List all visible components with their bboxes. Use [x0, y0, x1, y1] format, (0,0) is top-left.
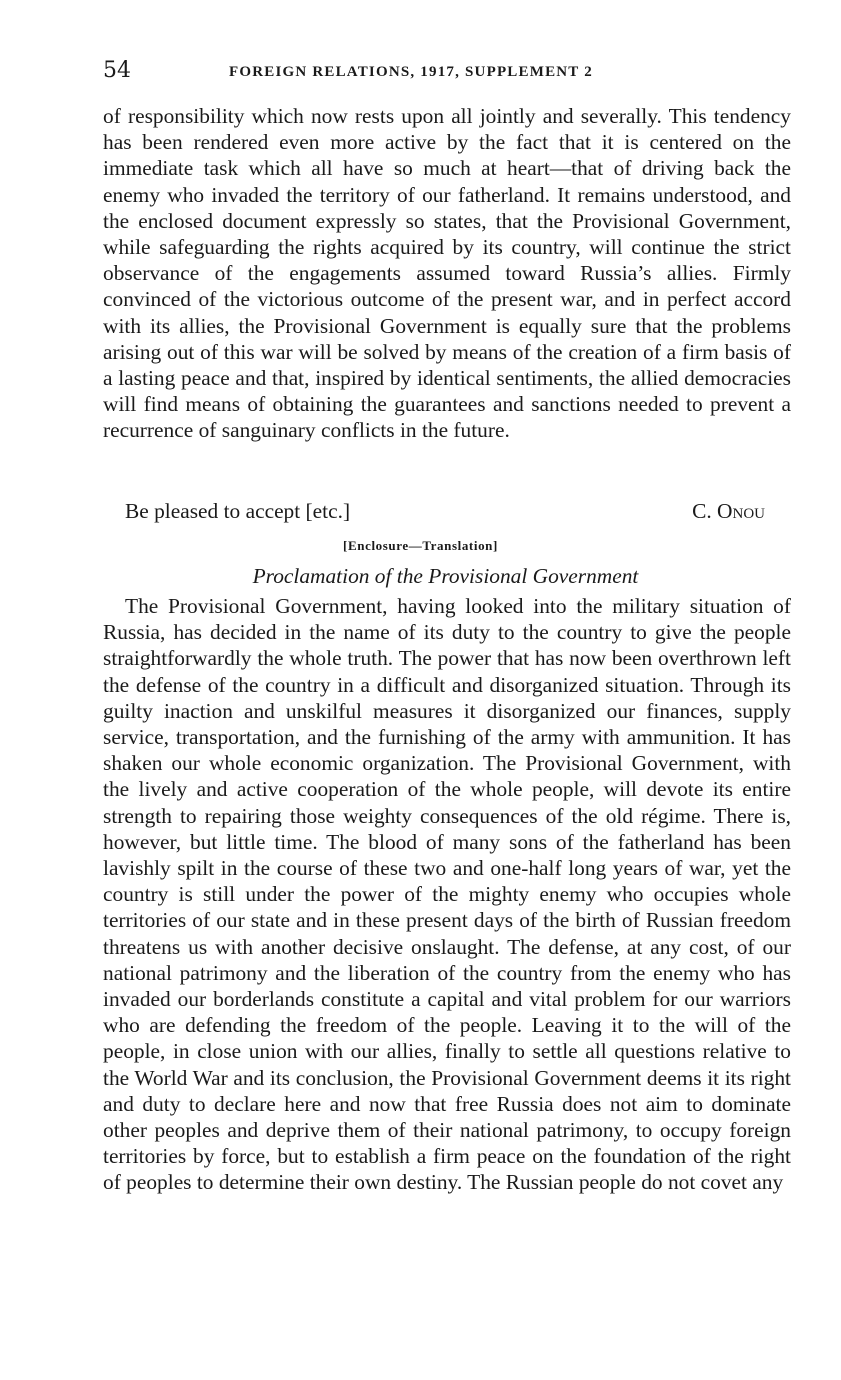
closing-phrase: Be pleased to accept [etc.]: [125, 499, 351, 523]
letter-closing: [125, 498, 765, 524]
signature: [692, 498, 765, 524]
enclosure-label: [Enclosure—Translation]: [343, 538, 498, 553]
page-number: 54: [103, 58, 131, 83]
running-head: FOREIGN RELATIONS, 1917, SUPPLEMENT 2: [229, 64, 593, 80]
letter-body: [103, 103, 791, 444]
proclamation-paragraph: The Provisional Government, having looked into the military situation of Russia, has decided in the name of its duty to the country to give the people straightforwardly the whole truth. The power that has now been overthrown left the defense of the country in a difficult and disorganized situation. Through its guilty inaction and unskilful measures it disorganized our finances, supply service, transportation, and the furnishing of the army with ammunition. It has shaken our whole economic organization. The Provisional Government, with the lively and active cooperation of the whole people, will devote its entire strength to repairing those weighty consequences of the old régime. There is, however, but little time. The blood of many sons of the fatherland has been lavishly spilt in the course of these two and one-half long years of war, yet the country is still under the power of the mighty enemy who occupies whole territories of our state and in these present days of the birth of Russian freedom threatens us with another decisive onslaught. The defense, at any cost, of our national patrimony and the liberation of the country from the enemy who has invaded our borderlands constitute a capital and vital problem for our warriors who are defending the freedom of the people. Leaving it to the will of the people, in close union with our allies, finally to settle all questions relative to the World War and its conclusion, the Provisional Government deems it its right and duty to declare here and now that free Russia does not aim to dominate other peoples and deprive them of their national patrimony, to occupy foreign territories by force, but to establish a firm peace on the foundation of the right of peoples to determine their own destiny. The Russian people do not covet any: [103, 594, 791, 1195]
proclamation-body: [103, 593, 791, 1196]
proclamation-title: Proclamation of the Provisional Government: [252, 564, 639, 588]
letter-paragraph: of responsibility which now rests upon all jointly and severally. This tendency has been rendered even more active by the fact that it is centered on the immediate task which all have so much at heart—that of driving back the enemy who invaded the territory of our fatherland. It remains understood, and the enclosed document expressly so states, that the Provisional Government, while safeguarding the rights acquired by its country, will continue the strict observance of the engagements assumed toward Russia’s allies. Firmly convinced of the victorious outcome of the present war, and in perfect accord with its allies, the Provisional Government is equally sure that the problems arising out of this war will be solved by means of the creation of a firm basis of a lasting peace and that, inspired by identical sentiments, the allied democracies will find means of obtaining the guarantees and sanctions needed to prevent a recurrence of sanguinary conflicts in the future.: [103, 104, 791, 443]
signature-initial: C.: [692, 499, 712, 523]
signature-name: Onou: [717, 499, 765, 523]
page-header: [103, 58, 791, 88]
